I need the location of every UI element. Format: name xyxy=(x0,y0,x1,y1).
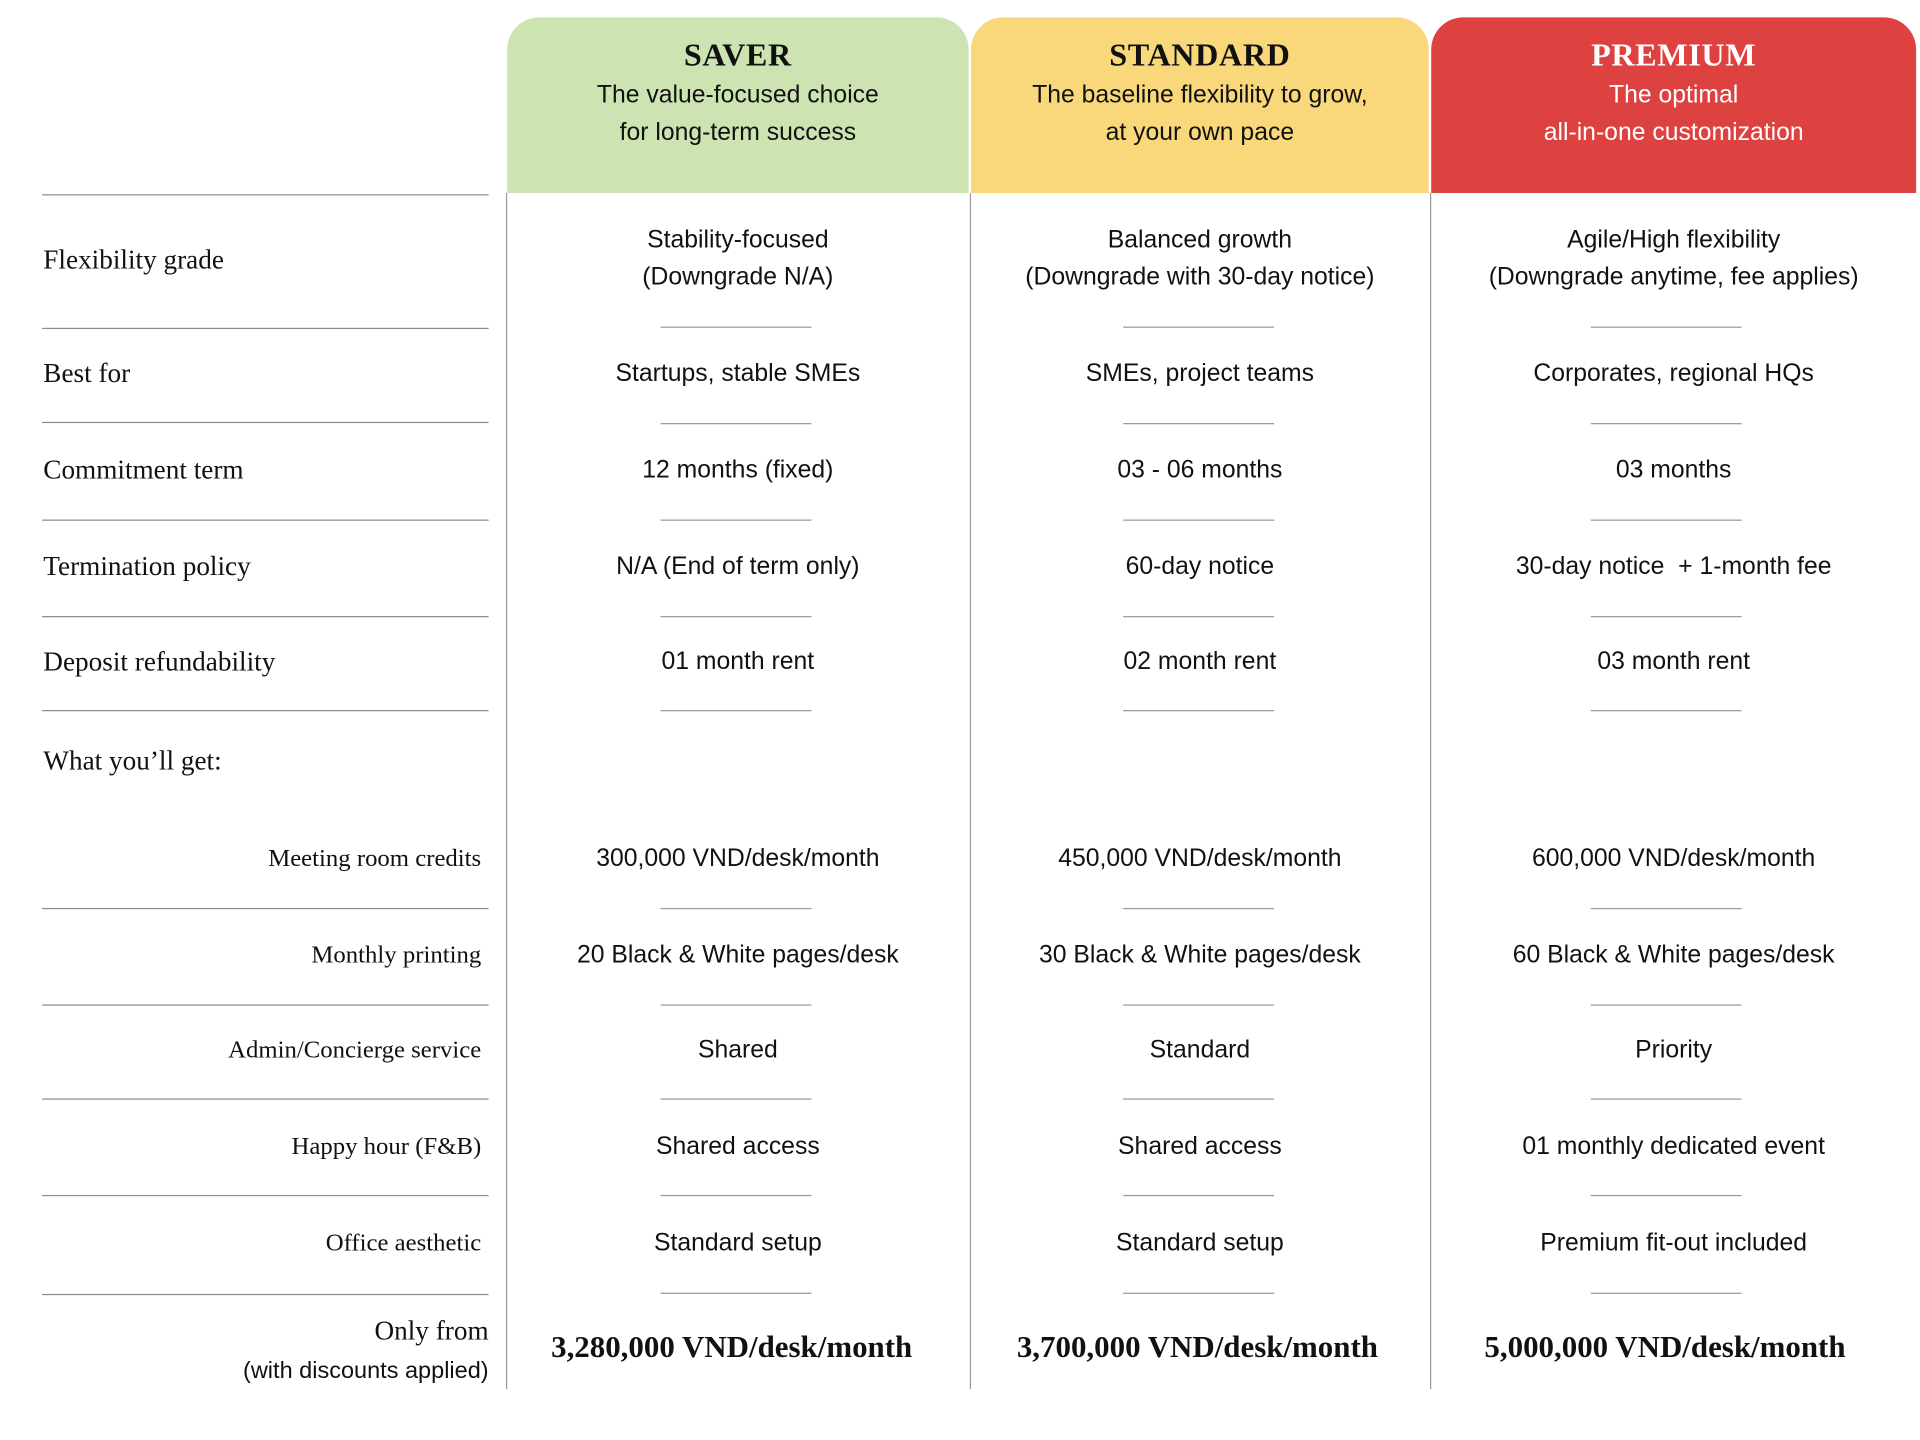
cell-separator xyxy=(1123,327,1274,328)
cell-line: (Downgrade with 30-day notice) xyxy=(1025,263,1375,291)
plan-tagline-line1: The value-focused choice xyxy=(596,81,879,109)
cell-line: (Downgrade anytime, fee applies) xyxy=(1488,263,1859,291)
plan-tagline-line2: for long-term success xyxy=(619,118,857,146)
cell-line: 450,000 VND/desk/month xyxy=(1058,844,1342,873)
row-divider xyxy=(42,1195,489,1196)
cell-standard-flexibility-grade xyxy=(971,221,1429,295)
cell-saver-termination-policy xyxy=(507,548,968,585)
cell-line: Shared xyxy=(697,1036,778,1064)
cell-premium-happy-hour xyxy=(1431,1128,1916,1165)
cell-line: SMEs, project teams xyxy=(1085,359,1315,388)
cell-standard-aesthetic xyxy=(971,1225,1429,1262)
cell-saver-flexibility-grade xyxy=(507,221,968,295)
cell-line: Shared access xyxy=(1118,1133,1282,1161)
cell-premium-concierge xyxy=(1431,1032,1916,1069)
plan-name: PREMIUM xyxy=(1591,37,1757,73)
cell-separator xyxy=(661,1098,812,1099)
cell-line: 03 month rent xyxy=(1597,648,1750,676)
row-divider xyxy=(42,1004,489,1005)
cell-line: Shared access xyxy=(656,1133,820,1161)
cell-separator xyxy=(661,710,812,711)
cell-line: 03 - 06 months xyxy=(1117,456,1283,484)
plan-tagline-line1: The optimal xyxy=(1609,81,1739,109)
cell-saver-concierge xyxy=(507,1032,968,1069)
cell-line: Corporates, regional HQs xyxy=(1533,359,1814,388)
cell-saver-meeting-credits xyxy=(507,840,968,877)
row-divider xyxy=(42,908,489,909)
row-divider xyxy=(42,1098,489,1099)
price-saver: 3,280,000 VND/desk/month xyxy=(551,1331,913,1365)
cell-line: 30 Black & White pages/desk xyxy=(1038,941,1361,969)
cell-separator xyxy=(661,1293,812,1294)
row-divider xyxy=(42,520,489,521)
cell-premium-printing xyxy=(1431,936,1916,973)
section-label-what-you-get: What you’ll get: xyxy=(43,744,222,776)
cell-separator xyxy=(1123,1293,1274,1294)
cell-premium-best-for xyxy=(1431,355,1916,392)
cell-standard-commitment-term xyxy=(971,452,1429,489)
plan-header-standard xyxy=(971,17,1429,193)
cell-separator xyxy=(1591,710,1742,711)
row-label-termination-policy: Termination policy xyxy=(43,550,251,582)
cell-premium-flexibility-grade xyxy=(1431,221,1916,295)
plan-tagline-line2: at your own pace xyxy=(1105,118,1295,146)
cell-separator xyxy=(1123,1195,1274,1196)
cell-line: 12 months (fixed) xyxy=(642,456,834,484)
cell-standard-happy-hour xyxy=(971,1128,1429,1165)
cell-line: Standard xyxy=(1149,1036,1251,1064)
cell-separator xyxy=(661,327,812,328)
cell-line: 02 month rent xyxy=(1123,648,1277,676)
cell-separator xyxy=(661,1004,812,1005)
cell-line: 60-day notice xyxy=(1125,552,1275,581)
feature-label-meeting-room-credits: Meeting room credits xyxy=(268,844,482,873)
cell-saver-best-for xyxy=(507,355,968,392)
plan-tagline-line2: all-in-one customization xyxy=(1543,118,1804,146)
cell-line: 20 Black & White pages/desk xyxy=(576,941,899,969)
cell-line: Balanced growth xyxy=(1107,226,1293,254)
cell-line: 03 months xyxy=(1615,456,1732,484)
cell-separator xyxy=(1123,710,1274,711)
cell-separator xyxy=(661,616,812,617)
cell-saver-printing xyxy=(507,936,968,973)
cell-separator xyxy=(1591,1293,1742,1294)
cell-standard-meeting-credits xyxy=(971,840,1429,877)
cell-line: 01 month rent xyxy=(661,648,815,676)
cell-separator xyxy=(661,520,812,521)
plan-header-premium xyxy=(1431,17,1916,193)
cell-line: Premium fit-out included xyxy=(1540,1229,1808,1257)
feature-label-admin-concierge: Admin/Concierge service xyxy=(228,1036,482,1064)
cell-standard-termination-policy xyxy=(971,548,1429,585)
cell-saver-commitment-term xyxy=(507,452,968,489)
row-divider xyxy=(42,194,489,195)
row-divider xyxy=(42,328,489,329)
row-divider xyxy=(42,422,489,423)
row-label-flexibility-grade: Flexibility grade xyxy=(43,243,224,275)
cell-separator xyxy=(1591,327,1742,328)
cell-standard-concierge xyxy=(971,1032,1429,1069)
cell-separator xyxy=(1123,1004,1274,1005)
cell-separator xyxy=(661,908,812,909)
row-label-commitment-term: Commitment term xyxy=(43,453,244,485)
cell-line: 600,000 VND/desk/month xyxy=(1532,844,1816,873)
plan-name: STANDARD xyxy=(1109,37,1291,73)
row-label-best-for: Best for xyxy=(43,357,131,389)
row-divider xyxy=(42,616,489,617)
price-standard: 3,700,000 VND/desk/month xyxy=(1016,1331,1378,1365)
cell-separator xyxy=(1591,616,1742,617)
plan-name: SAVER xyxy=(683,37,792,73)
cell-line: Agile/High flexibility xyxy=(1567,226,1781,254)
cell-line: 300,000 VND/desk/month xyxy=(596,844,880,873)
cell-separator xyxy=(1591,1098,1742,1099)
feature-label-office-aesthetic: Office aesthetic xyxy=(325,1229,482,1257)
cell-standard-printing xyxy=(971,936,1429,973)
cell-line: N/A (End of term only) xyxy=(616,552,860,581)
cell-premium-meeting-credits xyxy=(1431,840,1916,877)
cell-line: Standard setup xyxy=(653,1229,822,1257)
cell-line: 30-day notice + 1-month fee xyxy=(1515,552,1832,581)
cell-separator xyxy=(1123,423,1274,424)
cell-separator xyxy=(1591,1195,1742,1196)
row-label-deposit-refundability: Deposit refundability xyxy=(43,645,276,677)
cell-separator xyxy=(1123,616,1274,617)
row-divider xyxy=(42,710,489,711)
cell-line: (Downgrade N/A) xyxy=(642,263,834,291)
plan-header-saver xyxy=(507,17,968,193)
cell-line: Priority xyxy=(1635,1036,1713,1064)
cell-separator xyxy=(1591,1004,1742,1005)
plan-tagline-line1: The baseline flexibility to grow, xyxy=(1032,81,1368,109)
feature-label-monthly-printing: Monthly printing xyxy=(311,941,482,969)
cell-saver-aesthetic xyxy=(507,1225,968,1262)
feature-label-happy-hour: Happy hour (F&B) xyxy=(291,1133,482,1161)
row-divider xyxy=(42,1294,489,1295)
cell-premium-termination-policy xyxy=(1431,548,1916,585)
cell-line: Stability-focused xyxy=(647,226,829,254)
cell-separator xyxy=(1591,423,1742,424)
cell-premium-aesthetic xyxy=(1431,1225,1916,1262)
cell-line: 01 monthly dedicated event xyxy=(1522,1133,1825,1161)
price-label-note: (with discounts applied) xyxy=(243,1358,489,1385)
cell-standard-deposit xyxy=(971,643,1429,680)
cell-premium-deposit xyxy=(1431,643,1916,680)
cell-separator xyxy=(1591,908,1742,909)
cell-separator xyxy=(1123,1098,1274,1099)
price-label: Only from xyxy=(374,1314,489,1346)
cell-line: 60 Black & White pages/desk xyxy=(1512,941,1835,969)
cell-line: Startups, stable SMEs xyxy=(615,359,861,388)
cell-standard-best-for xyxy=(971,355,1429,392)
cell-separator xyxy=(661,423,812,424)
cell-saver-deposit xyxy=(507,643,968,680)
cell-separator xyxy=(661,1195,812,1196)
cell-separator xyxy=(1123,520,1274,521)
cell-saver-happy-hour xyxy=(507,1128,968,1165)
cell-separator xyxy=(1591,520,1742,521)
cell-line: Standard setup xyxy=(1115,1229,1284,1257)
price-premium: 5,000,000 VND/desk/month xyxy=(1484,1331,1846,1365)
cell-premium-commitment-term xyxy=(1431,452,1916,489)
cell-separator xyxy=(1123,908,1274,909)
